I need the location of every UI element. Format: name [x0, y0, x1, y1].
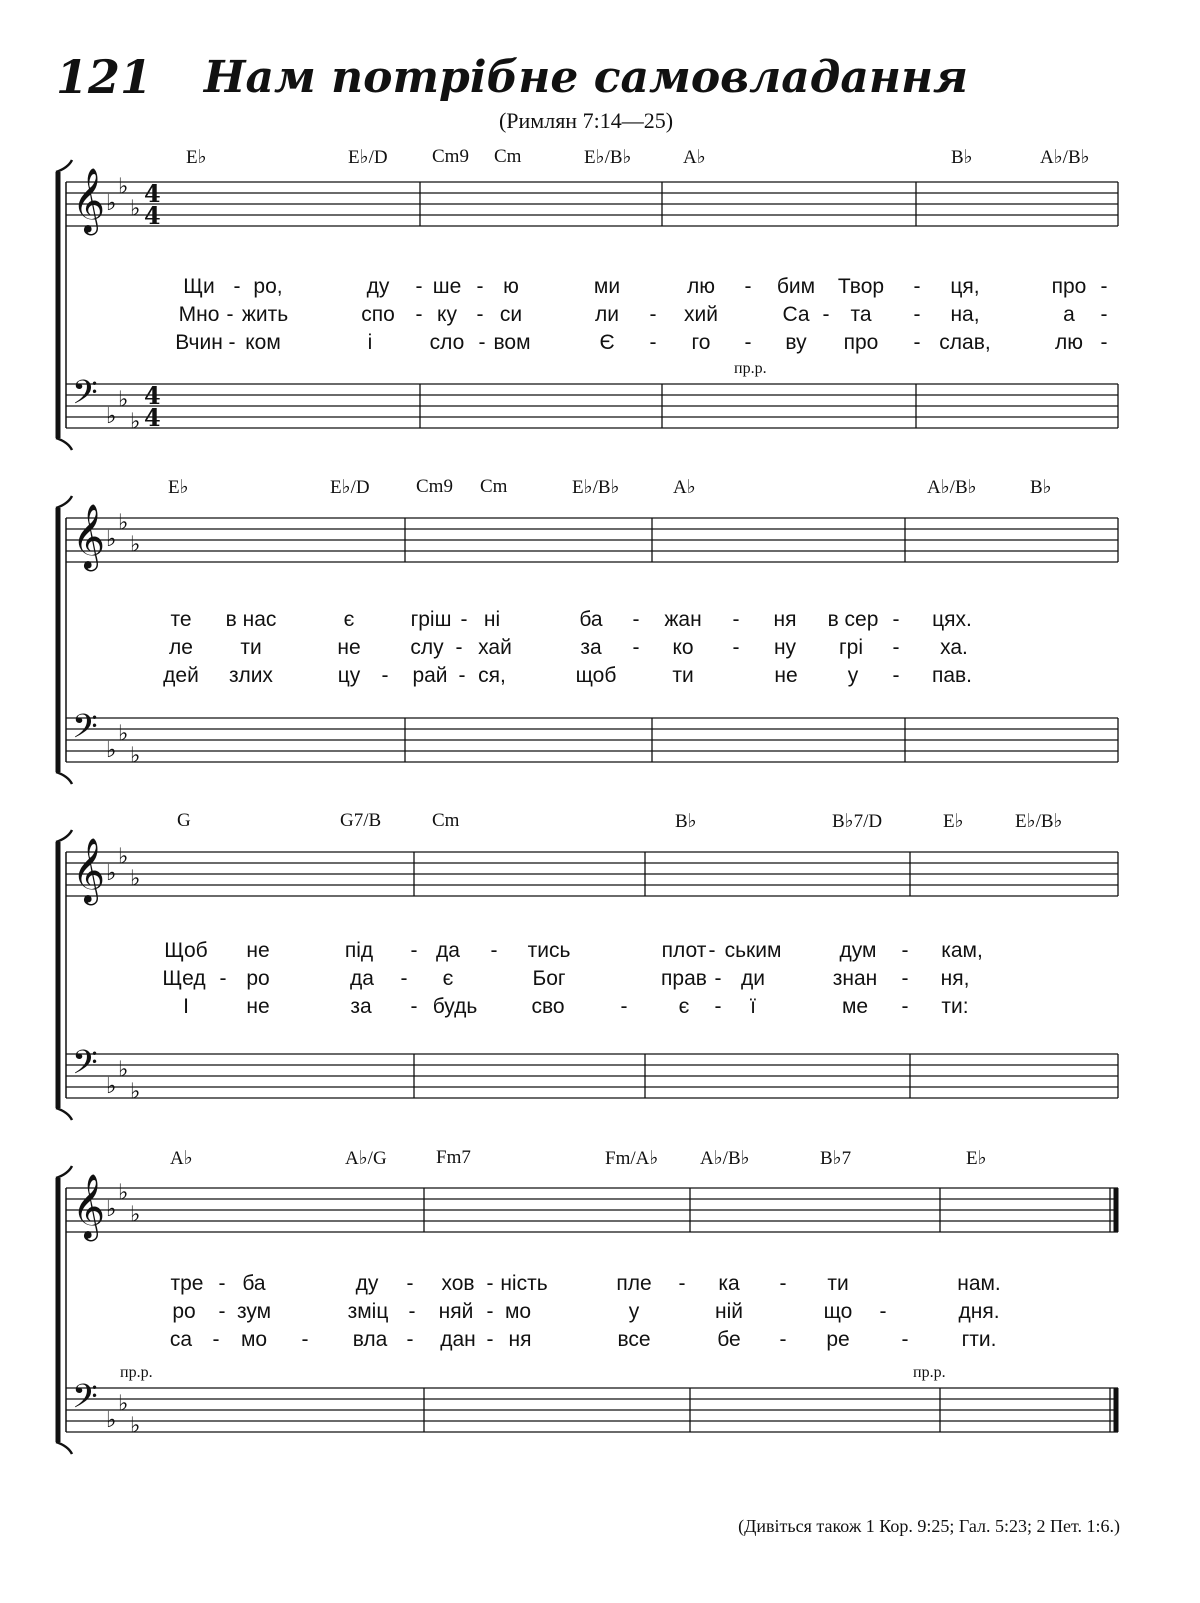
lyric-syllable: та [850, 303, 872, 326]
lyric-hyphen: - [744, 275, 752, 298]
lyric-syllable: ро, [253, 275, 283, 298]
lyric-syllable: за [580, 636, 602, 659]
lyric-syllable: ро [246, 967, 270, 990]
lyric-hyphen: - [708, 939, 716, 962]
bracket-hook [56, 438, 72, 450]
lyric-syllable: зміц [347, 1300, 389, 1323]
chord-symbol: E♭ [943, 811, 964, 832]
lyric-syllable: пле [616, 1272, 652, 1295]
flat-icon: ♭ [118, 721, 129, 747]
lyric-syllable: си [499, 303, 523, 326]
lyric-syllable: ні [483, 608, 501, 631]
chord-symbol: E♭ [168, 477, 189, 498]
lyric-hyphen: - [779, 1272, 787, 1295]
lyric-syllable: ця, [950, 275, 980, 298]
lyric-syllable: плот [661, 939, 707, 962]
lyric-syllable: бе [717, 1328, 741, 1351]
flat-icon: ♭ [130, 866, 141, 892]
lyric-syllable: сво [531, 995, 565, 1018]
chord-symbol: Cm [480, 476, 508, 497]
lyric-syllable: Мно [178, 303, 220, 326]
lyric-syllable: не [246, 939, 270, 962]
lyric-syllable: ній [715, 1300, 743, 1323]
chord-symbol: G [177, 810, 191, 831]
chord-symbol: Cm9 [416, 476, 453, 497]
flat-icon: ♭ [130, 743, 141, 769]
lyric-hyphen: - [233, 275, 241, 298]
lyric-syllable: у [847, 664, 859, 687]
flat-icon: ♭ [106, 527, 117, 552]
lyric-syllable: тре [170, 1272, 204, 1295]
lyric-syllable: хов [441, 1272, 475, 1295]
lyric-hyphen: - [913, 275, 921, 298]
footnote: (Дивіться також 1 Кор. 9:25; Гал. 5:23; 2 Пет. 1:6.) [738, 1516, 1120, 1536]
lyric-hyphen: - [901, 967, 909, 990]
bass-clef-icon: 𝄢 [72, 1044, 98, 1090]
bass-clef-icon: 𝄢 [72, 708, 98, 754]
lyric-hyphen: - [490, 939, 498, 962]
lyric-syllable: ду [366, 275, 390, 298]
scripture-reference: (Римлян 7:14—25) [498, 108, 674, 133]
lyric-hyphen: - [458, 664, 466, 687]
lyric-syllable: Щед [162, 967, 206, 990]
lyric-syllable: ро [172, 1300, 196, 1323]
treble-clef-icon: 𝄞 [72, 838, 106, 903]
lyric-syllable: да [350, 967, 374, 990]
time-signature: 4 [144, 201, 161, 230]
lyric-hyphen: - [219, 967, 227, 990]
lyric-syllable: прав [661, 967, 707, 990]
time-signature: 4 [144, 381, 161, 410]
treble-clef-icon: 𝄞 [72, 168, 106, 233]
lyric-hyphen: - [400, 967, 408, 990]
lyric-hyphen: - [410, 939, 418, 962]
lyric-syllable: Вчин [175, 331, 223, 354]
lyric-syllable: лю [1054, 331, 1084, 354]
bracket-hook [56, 160, 72, 172]
lyric-syllable: Бог [532, 967, 566, 990]
bracket-hook [56, 1166, 72, 1178]
lyric-syllable: ли [595, 303, 619, 326]
lyric-syllable: на, [950, 303, 980, 326]
lyric-hyphen: - [301, 1328, 309, 1351]
lyric-syllable: вла [352, 1328, 388, 1351]
chord-symbol: B♭ [675, 811, 697, 832]
lyric-syllable: вом [493, 331, 531, 354]
lyric-syllable: ко [672, 636, 694, 659]
lyric-syllable: ти [827, 1272, 849, 1295]
lyric-hyphen: - [632, 636, 640, 659]
lyric-hyphen: - [913, 331, 921, 354]
lyric-syllable: ти: [941, 995, 969, 1018]
chord-symbol: A♭/B♭ [700, 1148, 750, 1169]
lyric-hyphen: - [486, 1328, 494, 1351]
flat-icon: ♭ [106, 861, 117, 886]
lyric-hyphen: - [415, 275, 423, 298]
lyric-syllable: і [367, 331, 373, 354]
lyric-hyphen: - [460, 608, 468, 631]
chord-symbol: B♭ [951, 147, 973, 168]
lyric-syllable: го [691, 331, 711, 354]
chord-symbol: B♭ [1030, 477, 1052, 498]
chord-symbol: Cm [432, 810, 460, 831]
flat-icon: ♭ [106, 1074, 117, 1099]
lyric-syllable: нам. [957, 1272, 1001, 1295]
flat-icon: ♭ [118, 1180, 129, 1206]
lyric-syllable: жан [664, 608, 702, 631]
lyric-hyphen: - [476, 303, 484, 326]
lyric-syllable: зум [236, 1300, 272, 1323]
lyric-syllable: сло [429, 331, 465, 354]
lyric-syllable: ю [503, 275, 519, 298]
lyric-hyphen: - [892, 664, 900, 687]
lyric-hyphen: - [714, 995, 722, 1018]
lyric-syllable: І [183, 995, 189, 1018]
flat-icon: ♭ [118, 174, 129, 200]
lyric-syllable: під [344, 939, 374, 962]
lyric-hyphen: - [1100, 275, 1108, 298]
lyric-syllable: гти. [961, 1328, 997, 1351]
flat-icon: ♭ [118, 510, 129, 536]
chord-symbol: A♭ [170, 1148, 193, 1169]
lyric-hyphen: - [649, 331, 657, 354]
lyric-hyphen: - [381, 664, 389, 687]
lyric-syllable: будь [432, 995, 478, 1018]
treble-clef-icon: 𝄞 [72, 504, 106, 569]
lyric-syllable: ше [432, 275, 462, 298]
lyric-syllable: є [442, 967, 454, 990]
lyric-syllable: грі [838, 636, 864, 659]
lyric-syllable: бим [776, 275, 816, 298]
lyric-syllable: ти [672, 664, 694, 687]
lyric-hyphen: - [228, 331, 236, 354]
lyric-syllable: тись [527, 939, 571, 962]
lyric-syllable: все [617, 1328, 651, 1351]
lyric-syllable: цу [337, 664, 361, 687]
lyric-hyphen: - [486, 1300, 494, 1323]
lyric-syllable: ї [750, 995, 756, 1018]
chord-symbol: E♭/B♭ [1015, 811, 1063, 832]
lyric-syllable: про [843, 331, 879, 354]
chord-symbol: G7/B [340, 810, 382, 831]
lyric-hyphen: - [714, 967, 722, 990]
lyric-hyphen: - [226, 303, 234, 326]
lyric-syllable: спо [361, 303, 395, 326]
lyric-syllable: Є [599, 331, 615, 354]
flat-icon: ♭ [106, 404, 117, 429]
lyric-syllable: Твор [837, 275, 885, 298]
lyric-syllable: дня. [958, 1300, 1000, 1323]
lyric-syllable: ня [773, 608, 797, 631]
bracket-hook [56, 1442, 72, 1454]
lyric-syllable: ком [245, 331, 281, 354]
lyric-hyphen: - [406, 1328, 414, 1351]
flat-icon: ♭ [106, 1408, 117, 1433]
lyric-syllable: ми [593, 275, 621, 298]
lyric-syllable: що [823, 1300, 853, 1323]
lyric-syllable: дум [839, 939, 877, 962]
lyric-hyphen: - [678, 1272, 686, 1295]
lyric-syllable: Щи [183, 275, 215, 298]
lyric-syllable: про [1051, 275, 1087, 298]
chord-symbol: Fm/A♭ [605, 1148, 659, 1169]
lyric-hyphen: - [822, 303, 830, 326]
lyric-syllable: ти [240, 636, 262, 659]
chord-symbol: B♭7 [820, 1148, 852, 1169]
lyric-syllable: да [436, 939, 460, 962]
lyric-syllable: ди [741, 967, 765, 990]
lyric-syllable: а [1063, 303, 1075, 326]
lyric-syllable: ме [841, 995, 869, 1018]
flat-icon: ♭ [130, 409, 141, 435]
lyric-syllable: лю [686, 275, 716, 298]
lyric-syllable: ку [437, 303, 457, 326]
lyric-syllable: злих [229, 664, 273, 687]
lyric-hyphen: - [218, 1272, 226, 1295]
chord-symbol: A♭/G [345, 1148, 387, 1169]
bass-clef-icon: 𝄢 [72, 1378, 98, 1424]
flat-icon: ♭ [118, 844, 129, 870]
chord-symbol: E♭/B♭ [572, 477, 620, 498]
lyric-hyphen: - [732, 636, 740, 659]
lyric-hyphen: - [892, 608, 900, 631]
lyric-syllable: є [343, 608, 355, 631]
lyric-syllable: няй [438, 1300, 474, 1323]
chord-symbol: E♭/D [348, 147, 388, 168]
chord-symbol: A♭/B♭ [927, 477, 977, 498]
lyric-syllable: в сер [827, 608, 879, 631]
lyric-hyphen: - [1100, 331, 1108, 354]
performance-mark: пр.р. [734, 360, 767, 377]
chord-symbol: Cm9 [432, 146, 469, 167]
bracket-hook [56, 496, 72, 508]
chord-symbol: A♭ [683, 147, 706, 168]
flat-icon: ♭ [130, 1413, 141, 1439]
lyric-hyphen: - [218, 1300, 226, 1323]
chord-symbol: E♭/D [330, 477, 370, 498]
lyric-syllable: мо [504, 1300, 532, 1323]
chord-symbol: B♭7/D [832, 811, 883, 832]
lyric-syllable: знан [832, 967, 878, 990]
lyric-syllable: хай [478, 636, 512, 659]
lyric-hyphen: - [1100, 303, 1108, 326]
lyric-hyphen: - [620, 995, 628, 1018]
flat-icon: ♭ [106, 191, 117, 216]
lyric-hyphen: - [879, 1300, 887, 1323]
hymn-number: 121 [56, 50, 153, 104]
lyric-syllable: ся, [478, 664, 506, 687]
lyric-hyphen: - [486, 1272, 494, 1295]
lyric-hyphen: - [901, 995, 909, 1018]
lyric-hyphen: - [410, 995, 418, 1018]
chord-symbol: E♭ [966, 1148, 987, 1169]
lyric-syllable: ву [785, 331, 807, 354]
lyric-syllable: жить [241, 303, 289, 326]
chord-symbol: E♭ [186, 147, 207, 168]
lyric-syllable: ність [500, 1272, 548, 1295]
lyric-syllable: те [170, 608, 192, 631]
flat-icon: ♭ [118, 1391, 129, 1417]
lyric-syllable: є [678, 995, 690, 1018]
flat-icon: ♭ [130, 1202, 141, 1228]
treble-clef-icon: 𝄞 [72, 1174, 106, 1239]
chord-symbol: A♭ [673, 477, 696, 498]
lyric-syllable: ка [718, 1272, 740, 1295]
lyric-syllable: Са [782, 303, 810, 326]
lyric-syllable: слу [410, 636, 444, 659]
lyric-syllable: ха. [940, 636, 968, 659]
lyric-syllable: не [246, 995, 270, 1018]
lyric-syllable: слав, [939, 331, 991, 354]
lyric-hyphen: - [901, 939, 909, 962]
lyric-hyphen: - [744, 331, 752, 354]
lyric-syllable: мо [240, 1328, 268, 1351]
lyric-hyphen: - [212, 1328, 220, 1351]
lyric-syllable: за [350, 995, 372, 1018]
lyric-syllable: дан [440, 1328, 476, 1351]
lyric-syllable: хий [684, 303, 718, 326]
lyric-syllable: ба [242, 1272, 266, 1295]
hymn-title: Нам потрібне самовладання [203, 52, 969, 103]
time-signature: 4 [144, 403, 161, 432]
lyric-hyphen: - [415, 303, 423, 326]
lyric-syllable: ня [508, 1328, 532, 1351]
lyric-hyphen: - [779, 1328, 787, 1351]
flat-icon: ♭ [106, 1197, 117, 1222]
bass-clef-icon: 𝄢 [72, 374, 98, 420]
performance-mark: пр.р. [120, 1364, 153, 1381]
lyric-syllable: ським [724, 939, 782, 962]
lyric-syllable: ре [826, 1328, 850, 1351]
lyric-syllable: са [169, 1328, 193, 1351]
flat-icon: ♭ [106, 738, 117, 763]
lyric-syllable: ду [355, 1272, 379, 1295]
lyric-syllable: в нас [225, 608, 277, 631]
lyric-syllable: ба [579, 608, 603, 631]
lyric-syllable: ну [773, 636, 797, 659]
time-signature: 4 [144, 179, 161, 208]
flat-icon: ♭ [118, 1057, 129, 1083]
lyric-syllable: у [628, 1300, 640, 1323]
lyric-hyphen: - [892, 636, 900, 659]
bracket-hook [56, 830, 72, 842]
lyric-hyphen: - [408, 1300, 416, 1323]
lyric-syllable: Щоб [164, 939, 208, 962]
lyric-syllable: рай [412, 664, 448, 687]
chord-symbol: E♭/B♭ [584, 147, 632, 168]
flat-icon: ♭ [130, 196, 141, 222]
lyric-syllable: не [337, 636, 361, 659]
lyric-syllable: не [774, 664, 798, 687]
lyric-hyphen: - [476, 275, 484, 298]
performance-mark: пр.р. [913, 1364, 946, 1381]
chord-symbol: Fm7 [436, 1147, 471, 1168]
lyric-syllable: кам, [941, 939, 983, 962]
lyric-hyphen: - [649, 303, 657, 326]
lyric-hyphen: - [632, 608, 640, 631]
lyric-syllable: цях. [932, 608, 972, 631]
chord-symbol: Cm [494, 146, 522, 167]
lyric-syllable: щоб [575, 664, 617, 687]
lyric-syllable: ле [169, 636, 193, 659]
lyric-hyphen: - [913, 303, 921, 326]
lyric-hyphen: - [901, 1328, 909, 1351]
lyric-hyphen: - [732, 608, 740, 631]
bracket-hook [56, 1108, 72, 1120]
lyric-hyphen: - [455, 636, 463, 659]
lyric-syllable: пав. [931, 664, 973, 687]
lyric-syllable: гріш [410, 608, 452, 631]
bracket-hook [56, 772, 72, 784]
flat-icon: ♭ [118, 387, 129, 413]
flat-icon: ♭ [130, 532, 141, 558]
chord-symbol: A♭/B♭ [1040, 147, 1090, 168]
flat-icon: ♭ [130, 1079, 141, 1105]
lyric-hyphen: - [406, 1272, 414, 1295]
lyric-syllable: ня, [940, 967, 970, 990]
lyric-syllable: дей [163, 664, 199, 687]
lyric-hyphen: - [478, 331, 486, 354]
